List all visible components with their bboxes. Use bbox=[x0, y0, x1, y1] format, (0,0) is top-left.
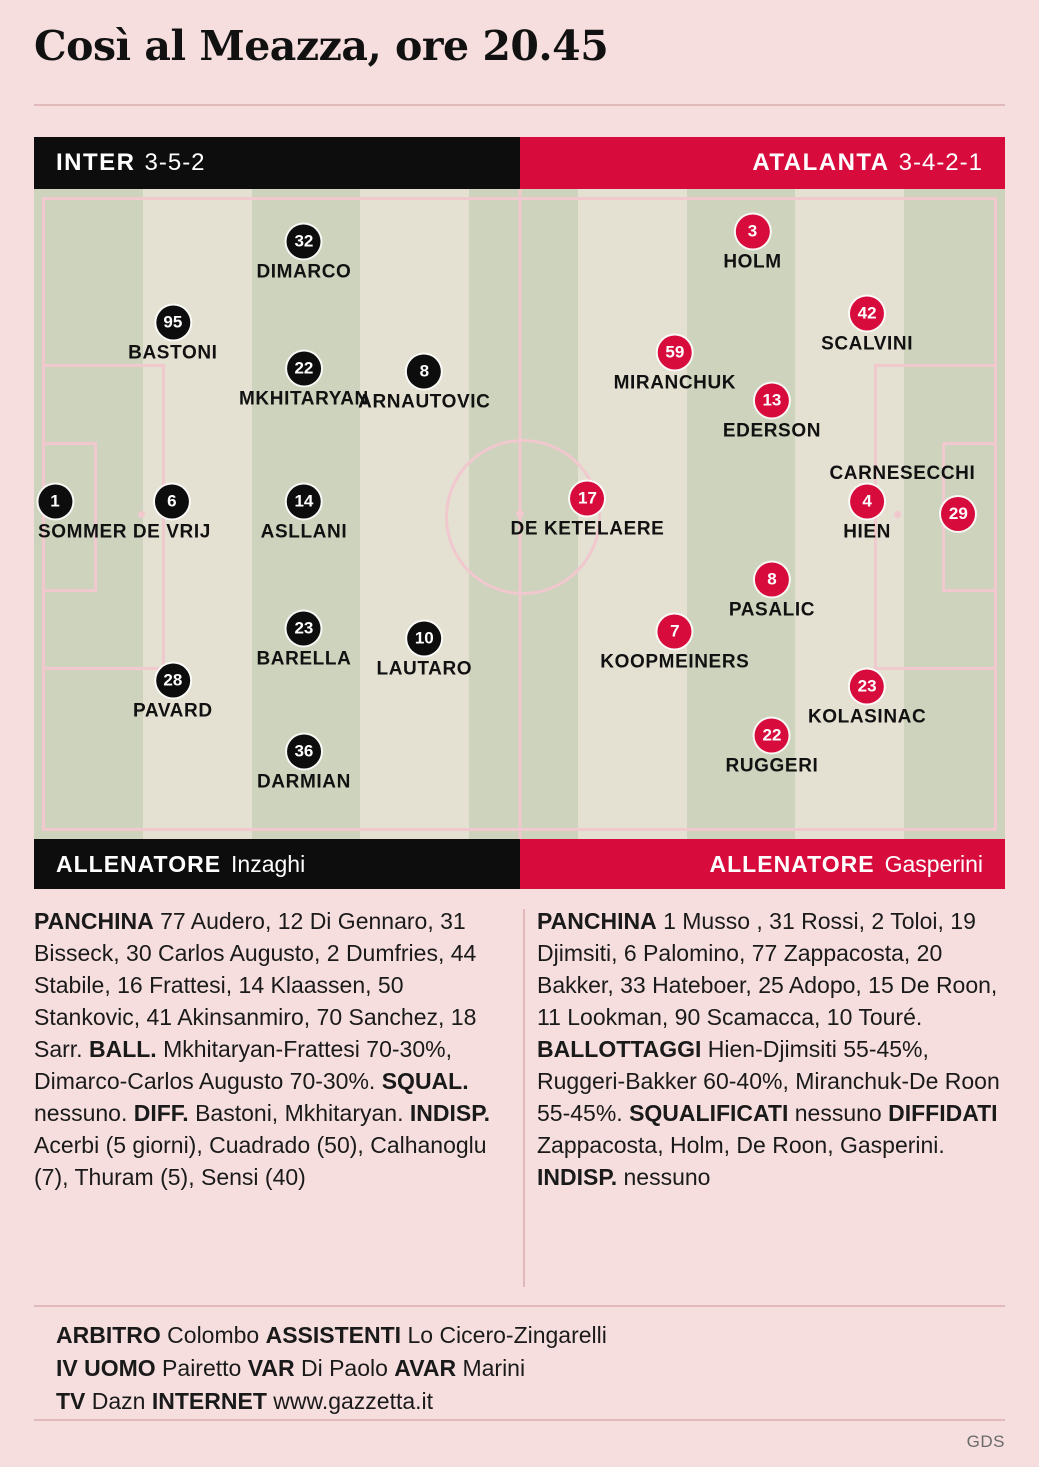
internet-value[interactable]: www.gazzetta.it bbox=[266, 1388, 434, 1414]
avar-name: Marini bbox=[456, 1355, 526, 1381]
player-name: DARMIAN bbox=[256, 771, 351, 793]
tv-label: TV bbox=[56, 1388, 86, 1414]
away-bench-label: PANCHINA bbox=[537, 908, 657, 934]
fourth-official-label: IV UOMO bbox=[56, 1355, 156, 1381]
player-name: SOMMER bbox=[37, 521, 128, 543]
player-scalvini[interactable] bbox=[821, 296, 913, 355]
home-indisponibili-label: INDISP. bbox=[409, 1100, 490, 1126]
home-notes bbox=[34, 905, 502, 1193]
officials-line-broadcast bbox=[56, 1385, 1005, 1418]
away-notes bbox=[537, 905, 1005, 1193]
player-number: 3 bbox=[736, 215, 770, 249]
away-squalificati-text: nessuno bbox=[788, 1100, 882, 1126]
officials-box bbox=[34, 1305, 1005, 1421]
player-name: KOOPMEINERS bbox=[600, 651, 750, 673]
pitch bbox=[34, 189, 1005, 839]
player-ederson[interactable] bbox=[723, 384, 821, 443]
home-coach-bar bbox=[34, 839, 520, 889]
internet-label: INTERNET bbox=[151, 1388, 267, 1414]
player-name: DIMARCO bbox=[256, 261, 352, 283]
player-carnesecchi[interactable] bbox=[829, 463, 976, 531]
player-kolasinac[interactable] bbox=[808, 670, 926, 729]
player-number: 42 bbox=[850, 296, 884, 330]
away-diffidati-text: Zappacosta, Holm, De Roon, Gasperini. bbox=[537, 1132, 945, 1158]
away-coach-name: Gasperini bbox=[884, 850, 983, 877]
player-number: 10 bbox=[407, 621, 441, 655]
player-de-ketelaere[interactable] bbox=[510, 481, 664, 540]
player-number: 1 bbox=[38, 485, 72, 519]
away-coach-bar bbox=[520, 839, 1006, 889]
player-miranchuk[interactable] bbox=[614, 335, 737, 394]
page-title: Così al Meazza, ore 20.45 bbox=[34, 22, 609, 70]
home-diffidati-text: Bastoni, Mkhitaryan. bbox=[188, 1100, 410, 1126]
player-asllani[interactable] bbox=[261, 485, 348, 544]
player-number: 7 bbox=[658, 615, 692, 649]
player-name: ASLLANI bbox=[260, 521, 348, 543]
player-number: 8 bbox=[755, 563, 789, 597]
player-dimarco[interactable] bbox=[256, 225, 351, 284]
assistants-label: ASSISTENTI bbox=[265, 1322, 402, 1348]
away-ballottaggi-label: BALLOTTAGGI bbox=[537, 1036, 702, 1062]
away-indisponibili-text: nessuno bbox=[617, 1164, 711, 1190]
officials-line-referee bbox=[56, 1319, 1005, 1352]
player-number: 14 bbox=[287, 485, 321, 519]
player-bastoni[interactable] bbox=[128, 306, 217, 365]
officials-line-var bbox=[56, 1352, 1005, 1385]
player-number: 28 bbox=[156, 663, 190, 697]
away-team-formation: 3-4-2-1 bbox=[898, 149, 983, 176]
lineup-graphic bbox=[34, 137, 1005, 889]
player-name: RUGGERI bbox=[725, 755, 819, 777]
away-team-bar bbox=[520, 137, 1006, 189]
avar-label: AVAR bbox=[394, 1355, 457, 1381]
player-number: 32 bbox=[287, 225, 321, 259]
player-number: 8 bbox=[407, 355, 441, 389]
player-name: MIRANCHUK bbox=[613, 372, 737, 393]
player-name: LAUTARO bbox=[376, 658, 473, 679]
home-bench-text: 77 Audero, 12 Di Gennaro, 31 Bisseck, 30 Carlos Augusto, 2 Dumfries, 44 Stabile, 16 Frattesi, 14 Klaassen, 50 Stankovic, 41 Akinsanmiro, 70 Sanchez, 18 Sarr. bbox=[34, 908, 477, 1062]
player-pasalic[interactable] bbox=[729, 563, 815, 622]
away-diffidati-label: DIFFIDATI bbox=[888, 1100, 998, 1126]
away-team-name: ATALANTA bbox=[752, 149, 890, 176]
player-ruggeri[interactable] bbox=[726, 719, 819, 778]
player-name: KOLASINAC bbox=[807, 706, 927, 728]
home-indisponibili-text: Acerbi (5 giorni), Cuadrado (50), Calhanoglu (7), Thuram (5), Sensi (40) bbox=[34, 1132, 487, 1190]
player-name: BASTONI bbox=[128, 342, 218, 364]
home-team-formation: 3-5-2 bbox=[144, 149, 206, 176]
fourth-official-name: Pairetto bbox=[155, 1355, 248, 1381]
player-name: SCALVINI bbox=[821, 333, 914, 354]
player-number: 36 bbox=[287, 735, 321, 769]
player-name: HIEN bbox=[843, 521, 892, 543]
title-divider bbox=[34, 104, 1005, 106]
player-sommer[interactable] bbox=[38, 485, 127, 544]
home-ballottaggi-label: BALL. bbox=[88, 1036, 157, 1062]
home-diffidati-label: DIFF. bbox=[133, 1100, 189, 1126]
player-number: 23 bbox=[850, 670, 884, 704]
player-name: MKHITARYAN bbox=[239, 388, 369, 410]
home-squalificati-text: nessuno. bbox=[34, 1100, 134, 1126]
player-name: ARNAUTOVIC bbox=[358, 391, 491, 413]
player-barella[interactable] bbox=[256, 611, 351, 670]
player-number: 22 bbox=[287, 351, 321, 385]
home-bench-label: PANCHINA bbox=[34, 908, 154, 934]
away-indisponibili-label: INDISP. bbox=[537, 1164, 618, 1190]
player-number: 23 bbox=[287, 611, 321, 645]
player-koopmeiners[interactable] bbox=[600, 615, 749, 674]
player-number: 17 bbox=[570, 481, 604, 515]
player-name: PASALIC bbox=[728, 599, 816, 621]
away-bench-text: 1 Musso , 31 Rossi, 2 Toloi, 19 Djimsiti, 6 Palomino, 77 Zappacosta, 20 Bakker, 33 Hateboer, 25 Adopo, 15 De Roon, 11 Lookman, 90 Scamacca, 10 Touré. bbox=[537, 908, 998, 1030]
player-name: DE VRIJ bbox=[132, 521, 211, 543]
player-hien[interactable] bbox=[843, 485, 891, 544]
player-de-vrij[interactable] bbox=[133, 485, 211, 544]
player-name: EDERSON bbox=[722, 420, 822, 442]
var-name: Di Paolo bbox=[294, 1355, 395, 1381]
player-number: 4 bbox=[850, 485, 884, 519]
player-darmian[interactable] bbox=[257, 735, 351, 794]
away-squalificati-label: SQUALIFICATI bbox=[629, 1100, 789, 1126]
home-team-name: INTER bbox=[56, 149, 136, 176]
player-mkhitaryan[interactable] bbox=[239, 351, 369, 410]
player-number: 95 bbox=[156, 306, 190, 340]
player-number: 29 bbox=[941, 497, 975, 531]
assistants-names: Lo Cicero-Zingarelli bbox=[401, 1322, 607, 1348]
player-number: 13 bbox=[755, 384, 789, 418]
referee-label: ARBITRO bbox=[56, 1322, 161, 1348]
player-name: BARELLA bbox=[256, 648, 352, 670]
tv-value: Dazn bbox=[85, 1388, 152, 1414]
player-number: 22 bbox=[755, 719, 789, 753]
player-number: 6 bbox=[155, 485, 189, 519]
home-coach-name: Inzaghi bbox=[231, 850, 306, 877]
player-name: PAVARD bbox=[133, 700, 213, 722]
referee-name: Colombo bbox=[160, 1322, 266, 1348]
home-team-bar bbox=[34, 137, 520, 189]
player-name: DE KETELAERE bbox=[510, 518, 665, 540]
var-label: VAR bbox=[247, 1355, 295, 1381]
away-coach-label: ALLENATORE bbox=[709, 850, 875, 877]
player-lautaro[interactable] bbox=[376, 621, 472, 680]
home-squalificati-label: SQUAL. bbox=[381, 1068, 469, 1094]
player-arnautovic[interactable] bbox=[358, 355, 490, 414]
player-name: HOLM bbox=[723, 251, 782, 273]
player-holm[interactable] bbox=[723, 215, 781, 274]
home-coach-label: ALLENATORE bbox=[56, 850, 222, 877]
right-penalty-spot bbox=[894, 511, 901, 518]
player-number: 59 bbox=[658, 335, 692, 369]
away-ballottaggi-text: Hien-Djimsiti 55-45%, Ruggeri-Bakker 60-40%, Miranchuk-De Roon 55-45%. bbox=[537, 1036, 1000, 1126]
credit-label: GDS bbox=[966, 1432, 1005, 1451]
home-ballottaggi-text: Mkhitaryan-Frattesi 70-30%, Dimarco-Carlos Augusto 70-30%. bbox=[34, 1036, 452, 1094]
player-pavard[interactable] bbox=[133, 663, 213, 722]
player-name: CARNESECCHI bbox=[829, 463, 976, 484]
notes-divider bbox=[523, 909, 525, 1287]
